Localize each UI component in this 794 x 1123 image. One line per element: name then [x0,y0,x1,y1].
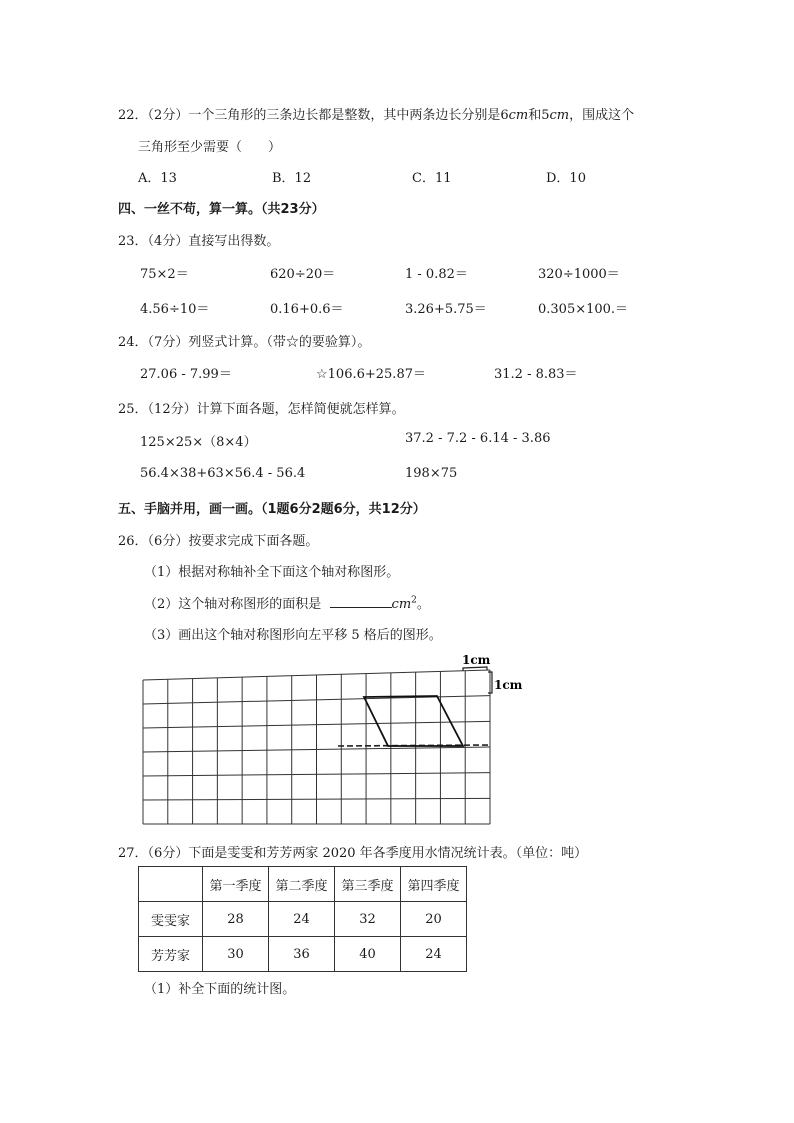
question-22-text: 22．（2分）一个三角形的三条边长都是整数，其中两条边长分别是 [118,108,501,123]
table-cell: 32 [335,902,401,937]
q23-item-1: 75×2＝ [140,267,189,282]
q26-sub-3: （3）画出这个轴对称图形向左平移 5 格后的图形。 [144,628,442,643]
q27-sub-1: （1）补全下面的统计图。 [144,982,296,997]
question-26-title: 26．（6分）按要求完成下面各题。 [118,534,319,549]
table-header-row [139,867,467,902]
table-cell: 24 [401,937,467,972]
q23-item-5: 4.56÷10＝ [140,302,210,317]
table-row [139,937,467,972]
option-c[interactable]: C．11 [412,171,452,186]
unit-cm-1: cm [508,108,529,123]
question-24-title: 24．（7分）列竖式计算。（带☆的要验算）。 [118,335,371,350]
table-header-q1: 第一季度 [203,867,269,902]
q23-item-7: 3.26+5.75＝ [405,302,487,317]
q25-item-3: 56.4×38+63×56.4 - 56.4 [140,466,306,481]
q23-item-3: 1 - 0.82＝ [405,267,468,282]
question-27-title: 27．（6分）下面是雯雯和芳芳两家 2020 年各季度用水情况统计表。（单位：吨） [118,846,588,861]
unit-cm: cm [391,597,412,612]
q23-item-2: 620÷20＝ [270,267,336,282]
q24-item-1: 27.06 - 7.99＝ [140,367,232,382]
q25-item-2: 37.2 - 7.2 - 6.14 - 3.86 [405,431,551,446]
question-22-line2: 三角形至少需要（ ） [138,140,282,155]
question-23-title: 23．（4分）直接写出得数。 [118,234,280,249]
label-1cm-horizontal: 1cm [462,653,491,667]
label-1cm-vertical: 1cm [494,678,523,692]
q24-item-3: 31.2 - 8.83＝ [494,367,578,382]
half-figure-trapezoid [364,696,463,746]
section-4-title: 四、一丝不苟，算一算。（共23分） [118,202,325,217]
q23-item-4: 320÷1000＝ [538,267,620,282]
q24-item-2: ☆106.6+25.87＝ [316,367,426,382]
q25-item-4: 198×75 [405,466,458,481]
section-5-title: 五、手脑并用，画一画。（1题6分2题6分，共12分） [118,502,426,517]
table-cell: 20 [401,902,467,937]
table-cell: 28 [203,902,269,937]
unit-cm-2: cm [549,108,570,123]
table-cell: 40 [335,937,401,972]
option-a[interactable]: A．13 [138,171,177,186]
q26-sub-1: （1）根据对称轴补全下面这个轴对称图形。 [144,565,400,580]
q26-sub-2-end: 。 [416,597,430,612]
grid-lines [143,670,490,824]
connector-text: 和 [528,108,542,123]
table-row [139,902,467,937]
option-d[interactable]: D．10 [546,171,586,186]
q25-item-1: 125×25×（8×4） [140,435,257,450]
q26-sub-2-text: （2）这个轴对称图形的面积是 [144,597,322,612]
table-header-q3: 第三季度 [335,867,401,902]
q23-item-6: 0.16+0.6＝ [270,302,344,317]
table-header-q2: 第二季度 [269,867,335,902]
table-corner-cell [139,867,203,902]
water-usage-table [138,866,467,972]
q23-item-8: 0.305×100.＝ [538,302,629,317]
side-length-1: 6 [500,108,509,123]
table-cell: 24 [269,902,335,937]
option-b[interactable]: B．12 [272,171,312,186]
table-header-q4: 第四季度 [401,867,467,902]
unit-exponent: 2 [411,595,417,606]
row-name: 雯雯家 [139,902,203,937]
question-22-tail: ，围成这个 [569,108,635,123]
row-name: 芳芳家 [139,937,203,972]
question-25-title: 25．（12分）计算下面各题，怎样简便就怎样算。 [118,402,405,417]
table-cell: 30 [203,937,269,972]
side-length-2: 5 [541,108,550,123]
table-cell: 36 [269,937,335,972]
